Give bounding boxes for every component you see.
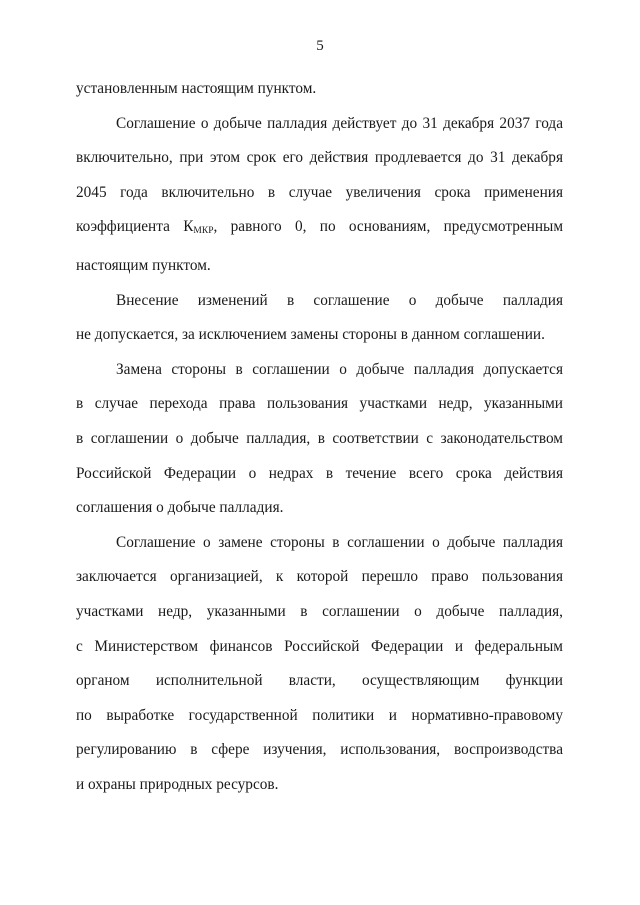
text-line: по выработке государственной политики и нормативно-правовому bbox=[76, 706, 563, 724]
text-line: включительно, при этом срок его действия продлевается до 31 декабря bbox=[76, 149, 563, 167]
text-line: соглашения о добыче палладия. bbox=[76, 499, 284, 517]
paragraph bbox=[76, 526, 563, 803]
document-body bbox=[76, 72, 563, 802]
coefficient-subscript: МКР bbox=[193, 226, 214, 237]
text-line: заключается организацией, к которой перешло право пользования bbox=[76, 568, 563, 586]
text-line: участками недр, указанными в соглашении о добыче палладия, bbox=[76, 602, 563, 620]
text-line: Соглашение о замене стороны в соглашении о добыче палладия bbox=[116, 533, 563, 551]
text-line: органом исполнительной власти, осуществляющим функции bbox=[76, 672, 563, 690]
text-line: настоящим пунктом. bbox=[76, 256, 211, 274]
paragraph bbox=[76, 284, 563, 353]
paragraph bbox=[76, 353, 563, 526]
text-line: в соглашении о добыче палладия, в соответствии с законодательством bbox=[76, 429, 563, 447]
text-line: регулированию в сфере изучения, использования, воспроизводства bbox=[76, 741, 563, 759]
text-line: Соглашение о добыче палладия действует до 31 декабря 2037 года bbox=[116, 114, 563, 132]
text-line: в случае перехода права пользования участками недр, указанными bbox=[76, 395, 563, 413]
page-number: 5 bbox=[316, 38, 324, 54]
text-line: Замена стороны в соглашении о добыче палладия допускается bbox=[116, 360, 563, 378]
text-line: с Министерством финансов Российской Федерации и федеральным bbox=[76, 637, 563, 655]
text-line: 2045 года включительно в случае увеличения срока применения bbox=[76, 183, 563, 201]
text-line: и охраны природных ресурсов. bbox=[76, 775, 279, 793]
paragraph bbox=[76, 107, 563, 284]
text-line: установленным настоящим пунктом. bbox=[76, 80, 317, 97]
text-line: Внесение изменений в соглашение о добыче палладия bbox=[116, 291, 563, 309]
text-line: не допускается, за исключением замены стороны в данном соглашении. bbox=[76, 326, 545, 344]
paragraph bbox=[76, 72, 563, 107]
text-line-coefficient bbox=[76, 210, 563, 249]
coefficient-label: коэффициента К bbox=[76, 218, 194, 236]
coefficient-rest: , равного 0, по основаниям, предусмотренным bbox=[213, 218, 563, 236]
text-line: Российской Федерации о недрах в течение всего срока действия bbox=[76, 464, 563, 482]
